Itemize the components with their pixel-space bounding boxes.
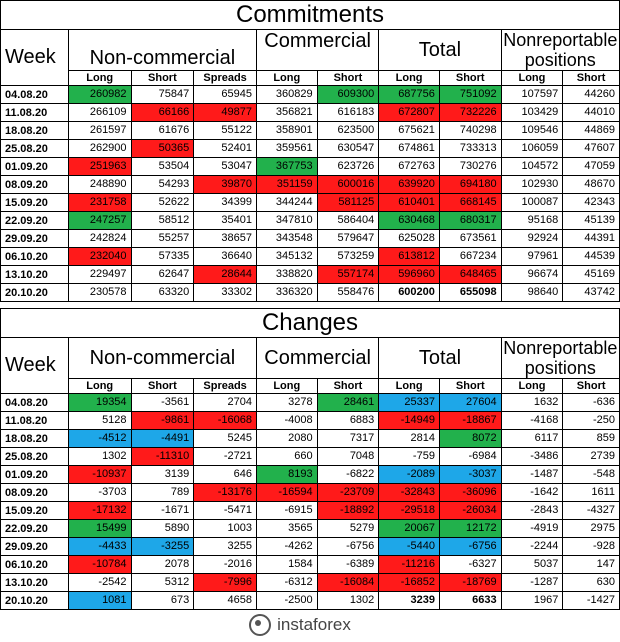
value-cell: 100087 xyxy=(501,194,563,212)
table-row xyxy=(1,592,620,610)
value-cell: -2721 xyxy=(194,448,257,466)
value-cell: -5440 xyxy=(379,538,440,556)
value-cell: 648465 xyxy=(439,266,501,284)
value-cell: 44539 xyxy=(563,248,620,266)
value-cell: 6117 xyxy=(501,430,563,448)
value-cell: -13176 xyxy=(194,484,257,502)
week-header: Week xyxy=(1,338,69,394)
value-cell: -16068 xyxy=(194,412,257,430)
table-row xyxy=(1,466,620,484)
value-cell: 6883 xyxy=(317,412,379,430)
group-noncommercial: Non-commercial xyxy=(68,338,256,379)
value-cell: 38657 xyxy=(194,230,257,248)
value-cell: 2814 xyxy=(379,430,440,448)
value-cell: 732226 xyxy=(439,104,501,122)
value-cell: 96674 xyxy=(501,266,563,284)
week-cell: 15.09.20 xyxy=(1,502,69,520)
value-cell: -4327 xyxy=(563,502,620,520)
value-cell: 616183 xyxy=(317,104,379,122)
value-cell: -4262 xyxy=(256,538,317,556)
group-noncommercial: Non-commercial xyxy=(68,30,256,71)
value-cell: 733313 xyxy=(439,140,501,158)
value-cell: 45169 xyxy=(563,266,620,284)
value-cell: 600200 xyxy=(379,284,440,302)
value-cell: 147 xyxy=(563,556,620,574)
value-cell: -4433 xyxy=(68,538,131,556)
value-cell: 5037 xyxy=(501,556,563,574)
table-row xyxy=(1,194,620,212)
column-header: Long xyxy=(379,71,440,86)
value-cell: 43742 xyxy=(563,284,620,302)
week-cell: 11.08.20 xyxy=(1,104,69,122)
value-cell: 266109 xyxy=(68,104,131,122)
value-cell: 1003 xyxy=(194,520,257,538)
value-cell: -18892 xyxy=(317,502,379,520)
value-cell: -36096 xyxy=(439,484,501,502)
value-cell: -17132 xyxy=(68,502,131,520)
value-cell: 45139 xyxy=(563,212,620,230)
value-cell: -6756 xyxy=(439,538,501,556)
value-cell: -250 xyxy=(563,412,620,430)
value-cell: 8072 xyxy=(439,430,501,448)
changes-table xyxy=(0,308,620,610)
value-cell: -10784 xyxy=(68,556,131,574)
value-cell: 356821 xyxy=(256,104,317,122)
value-cell: 33302 xyxy=(194,284,257,302)
commitments-table xyxy=(0,0,620,302)
value-cell: -3703 xyxy=(68,484,131,502)
value-cell: 55257 xyxy=(131,230,194,248)
value-cell: -6822 xyxy=(317,466,379,484)
table-row xyxy=(1,158,620,176)
value-cell: 655098 xyxy=(439,284,501,302)
value-cell: 6633 xyxy=(439,592,501,610)
value-cell: 44010 xyxy=(563,104,620,122)
value-cell: 687756 xyxy=(379,86,440,104)
value-cell: 75847 xyxy=(131,86,194,104)
value-cell: -26034 xyxy=(439,502,501,520)
week-cell: 06.10.20 xyxy=(1,556,69,574)
value-cell: 730276 xyxy=(439,158,501,176)
value-cell: 12172 xyxy=(439,520,501,538)
week-cell: 18.08.20 xyxy=(1,430,69,448)
value-cell: 345132 xyxy=(256,248,317,266)
value-cell: 630547 xyxy=(317,140,379,158)
value-cell: 358901 xyxy=(256,122,317,140)
value-cell: 242824 xyxy=(68,230,131,248)
value-cell: 680317 xyxy=(439,212,501,230)
week-cell: 20.10.20 xyxy=(1,284,69,302)
value-cell: 694180 xyxy=(439,176,501,194)
value-cell: 66166 xyxy=(131,104,194,122)
table-row xyxy=(1,502,620,520)
group-commercial: Commercial xyxy=(256,30,378,71)
table-row xyxy=(1,248,620,266)
group-nonreportable: Nonreportable positions xyxy=(501,30,619,71)
table-row xyxy=(1,122,620,140)
instaforex-logo-icon xyxy=(249,614,271,636)
value-cell: -548 xyxy=(563,466,620,484)
value-cell: 247257 xyxy=(68,212,131,230)
column-header: Long xyxy=(68,379,131,394)
value-cell: 109546 xyxy=(501,122,563,140)
value-cell: -759 xyxy=(379,448,440,466)
week-cell: 01.09.20 xyxy=(1,466,69,484)
value-cell: 740298 xyxy=(439,122,501,140)
value-cell: 97961 xyxy=(501,248,563,266)
value-cell: 751092 xyxy=(439,86,501,104)
value-cell: -4491 xyxy=(131,430,194,448)
value-cell: 2080 xyxy=(256,430,317,448)
table-row xyxy=(1,212,620,230)
value-cell: 623726 xyxy=(317,158,379,176)
table-row xyxy=(1,538,620,556)
value-cell: -6389 xyxy=(317,556,379,574)
value-cell: 260982 xyxy=(68,86,131,104)
value-cell: -2843 xyxy=(501,502,563,520)
value-cell: -2244 xyxy=(501,538,563,556)
value-cell: 674861 xyxy=(379,140,440,158)
value-cell: 230578 xyxy=(68,284,131,302)
value-cell: 19354 xyxy=(68,394,131,412)
group-total: Total xyxy=(379,338,501,379)
value-cell: 5890 xyxy=(131,520,194,538)
value-cell: -23709 xyxy=(317,484,379,502)
table-row xyxy=(1,412,620,430)
changes-title: Changes xyxy=(1,309,620,338)
column-header: Short xyxy=(317,379,379,394)
value-cell: -6312 xyxy=(256,574,317,592)
value-cell: 613812 xyxy=(379,248,440,266)
value-cell: 62647 xyxy=(131,266,194,284)
value-cell: 48670 xyxy=(563,176,620,194)
value-cell: 610401 xyxy=(379,194,440,212)
week-cell: 13.10.20 xyxy=(1,266,69,284)
table-row xyxy=(1,520,620,538)
value-cell: 5128 xyxy=(68,412,131,430)
value-cell: 1584 xyxy=(256,556,317,574)
value-cell: 36640 xyxy=(194,248,257,266)
table-row xyxy=(1,574,620,592)
group-total: Total xyxy=(379,30,501,71)
value-cell: 660 xyxy=(256,448,317,466)
value-cell: 261597 xyxy=(68,122,131,140)
value-cell: 7317 xyxy=(317,430,379,448)
table-row xyxy=(1,86,620,104)
value-cell: -1287 xyxy=(501,574,563,592)
value-cell: -928 xyxy=(563,538,620,556)
value-cell: -6984 xyxy=(439,448,501,466)
value-cell: -16594 xyxy=(256,484,317,502)
value-cell: -10937 xyxy=(68,466,131,484)
week-cell: 11.08.20 xyxy=(1,412,69,430)
value-cell: 55122 xyxy=(194,122,257,140)
value-cell: 672763 xyxy=(379,158,440,176)
value-cell: 44260 xyxy=(563,86,620,104)
value-cell: 581125 xyxy=(317,194,379,212)
value-cell: 2739 xyxy=(563,448,620,466)
value-cell: 672807 xyxy=(379,104,440,122)
table-row xyxy=(1,140,620,158)
value-cell: 347810 xyxy=(256,212,317,230)
watermark xyxy=(220,610,380,640)
week-cell: 04.08.20 xyxy=(1,86,69,104)
value-cell: 102930 xyxy=(501,176,563,194)
table-row xyxy=(1,394,620,412)
value-cell: 2704 xyxy=(194,394,257,412)
value-cell: -1487 xyxy=(501,466,563,484)
value-cell: -2542 xyxy=(68,574,131,592)
table-row xyxy=(1,176,620,194)
column-header: Long xyxy=(256,71,317,86)
value-cell: 229497 xyxy=(68,266,131,284)
value-cell: 1967 xyxy=(501,592,563,610)
value-cell: 5279 xyxy=(317,520,379,538)
value-cell: 668145 xyxy=(439,194,501,212)
value-cell: 1081 xyxy=(68,592,131,610)
value-cell: 5312 xyxy=(131,574,194,592)
value-cell: -11216 xyxy=(379,556,440,574)
value-cell: -4512 xyxy=(68,430,131,448)
value-cell: -2016 xyxy=(194,556,257,574)
week-cell: 29.09.20 xyxy=(1,538,69,556)
value-cell: 600016 xyxy=(317,176,379,194)
group-nonreportable: Nonreportable positions xyxy=(501,338,619,379)
value-cell: -6756 xyxy=(317,538,379,556)
value-cell: 625028 xyxy=(379,230,440,248)
value-cell: 104572 xyxy=(501,158,563,176)
week-cell: 08.09.20 xyxy=(1,176,69,194)
value-cell: -6915 xyxy=(256,502,317,520)
value-cell: 47607 xyxy=(563,140,620,158)
value-cell: 54293 xyxy=(131,176,194,194)
value-cell: 28644 xyxy=(194,266,257,284)
table-row xyxy=(1,230,620,248)
value-cell: 44391 xyxy=(563,230,620,248)
commitments-title: Commitments xyxy=(1,1,620,30)
value-cell: 623500 xyxy=(317,122,379,140)
column-header: Short xyxy=(563,379,620,394)
column-header: Short xyxy=(131,379,194,394)
table-row xyxy=(1,556,620,574)
value-cell: 3565 xyxy=(256,520,317,538)
value-cell: 3139 xyxy=(131,466,194,484)
value-cell: -16084 xyxy=(317,574,379,592)
column-header: Short xyxy=(131,71,194,86)
value-cell: 103429 xyxy=(501,104,563,122)
value-cell: -32843 xyxy=(379,484,440,502)
column-header: Short xyxy=(317,71,379,86)
value-cell: 5245 xyxy=(194,430,257,448)
week-cell: 20.10.20 xyxy=(1,592,69,610)
value-cell: 1632 xyxy=(501,394,563,412)
week-cell: 22.09.20 xyxy=(1,212,69,230)
value-cell: 44869 xyxy=(563,122,620,140)
value-cell: 558476 xyxy=(317,284,379,302)
week-cell: 18.08.20 xyxy=(1,122,69,140)
value-cell: 106059 xyxy=(501,140,563,158)
value-cell: -2500 xyxy=(256,592,317,610)
value-cell: 42343 xyxy=(563,194,620,212)
value-cell: 107597 xyxy=(501,86,563,104)
week-header: Week xyxy=(1,30,69,86)
week-cell: 25.08.20 xyxy=(1,448,69,466)
value-cell: 61676 xyxy=(131,122,194,140)
column-header: Long xyxy=(501,379,563,394)
value-cell: -4168 xyxy=(501,412,563,430)
value-cell: -3486 xyxy=(501,448,563,466)
value-cell: -1642 xyxy=(501,484,563,502)
value-cell: 262900 xyxy=(68,140,131,158)
value-cell: 609300 xyxy=(317,86,379,104)
value-cell: 52622 xyxy=(131,194,194,212)
value-cell: 2975 xyxy=(563,520,620,538)
value-cell: -18769 xyxy=(439,574,501,592)
value-cell: 28461 xyxy=(317,394,379,412)
value-cell: 251963 xyxy=(68,158,131,176)
table-row xyxy=(1,430,620,448)
value-cell: 95168 xyxy=(501,212,563,230)
value-cell: -3561 xyxy=(131,394,194,412)
value-cell: 1302 xyxy=(317,592,379,610)
column-header: Spreads xyxy=(194,71,257,86)
value-cell: 630 xyxy=(563,574,620,592)
week-cell: 15.09.20 xyxy=(1,194,69,212)
week-cell: 06.10.20 xyxy=(1,248,69,266)
value-cell: 1611 xyxy=(563,484,620,502)
value-cell: 50365 xyxy=(131,140,194,158)
week-cell: 01.09.20 xyxy=(1,158,69,176)
value-cell: 35401 xyxy=(194,212,257,230)
value-cell: 92924 xyxy=(501,230,563,248)
column-header: Short xyxy=(439,71,501,86)
value-cell: 34399 xyxy=(194,194,257,212)
column-header: Spreads xyxy=(194,379,257,394)
value-cell: -1427 xyxy=(563,592,620,610)
table-row xyxy=(1,104,620,122)
value-cell: 57335 xyxy=(131,248,194,266)
value-cell: 359561 xyxy=(256,140,317,158)
value-cell: 7048 xyxy=(317,448,379,466)
value-cell: 338820 xyxy=(256,266,317,284)
value-cell: 53047 xyxy=(194,158,257,176)
value-cell: 53504 xyxy=(131,158,194,176)
column-header: Long xyxy=(68,71,131,86)
value-cell: 1302 xyxy=(68,448,131,466)
value-cell: 630468 xyxy=(379,212,440,230)
value-cell: 47059 xyxy=(563,158,620,176)
group-commercial: Commercial xyxy=(256,338,378,379)
value-cell: 65945 xyxy=(194,86,257,104)
value-cell: 20067 xyxy=(379,520,440,538)
column-header: Long xyxy=(256,379,317,394)
value-cell: 673 xyxy=(131,592,194,610)
value-cell: 232040 xyxy=(68,248,131,266)
value-cell: 8193 xyxy=(256,466,317,484)
value-cell: -18867 xyxy=(439,412,501,430)
value-cell: 98640 xyxy=(501,284,563,302)
week-cell: 08.09.20 xyxy=(1,484,69,502)
week-cell: 22.09.20 xyxy=(1,520,69,538)
value-cell: 58512 xyxy=(131,212,194,230)
value-cell: -3037 xyxy=(439,466,501,484)
value-cell: 343548 xyxy=(256,230,317,248)
value-cell: 859 xyxy=(563,430,620,448)
value-cell: -4919 xyxy=(501,520,563,538)
value-cell: 248890 xyxy=(68,176,131,194)
value-cell: 673561 xyxy=(439,230,501,248)
value-cell: 596960 xyxy=(379,266,440,284)
value-cell: 344244 xyxy=(256,194,317,212)
value-cell: -9861 xyxy=(131,412,194,430)
value-cell: 15499 xyxy=(68,520,131,538)
column-header: Long xyxy=(379,379,440,394)
value-cell: 557174 xyxy=(317,266,379,284)
value-cell: 667234 xyxy=(439,248,501,266)
value-cell: 586404 xyxy=(317,212,379,230)
value-cell: -1671 xyxy=(131,502,194,520)
value-cell: -16852 xyxy=(379,574,440,592)
watermark-text: instaforex xyxy=(277,615,351,634)
value-cell: 579647 xyxy=(317,230,379,248)
value-cell: 639920 xyxy=(379,176,440,194)
value-cell: -4008 xyxy=(256,412,317,430)
value-cell: 3255 xyxy=(194,538,257,556)
value-cell: 336320 xyxy=(256,284,317,302)
value-cell: 573259 xyxy=(317,248,379,266)
value-cell: 2078 xyxy=(131,556,194,574)
table-row xyxy=(1,284,620,302)
week-cell: 13.10.20 xyxy=(1,574,69,592)
value-cell: 63320 xyxy=(131,284,194,302)
column-header: Short xyxy=(563,71,620,86)
week-cell: 25.08.20 xyxy=(1,140,69,158)
value-cell: 39870 xyxy=(194,176,257,194)
value-cell: 3278 xyxy=(256,394,317,412)
column-header: Long xyxy=(501,71,563,86)
value-cell: 3239 xyxy=(379,592,440,610)
table-row xyxy=(1,484,620,502)
value-cell: 52401 xyxy=(194,140,257,158)
value-cell: 4658 xyxy=(194,592,257,610)
value-cell: -11310 xyxy=(131,448,194,466)
value-cell: -2089 xyxy=(379,466,440,484)
value-cell: -3255 xyxy=(131,538,194,556)
week-cell: 04.08.20 xyxy=(1,394,69,412)
value-cell: -29518 xyxy=(379,502,440,520)
value-cell: 27604 xyxy=(439,394,501,412)
week-cell: 29.09.20 xyxy=(1,230,69,248)
value-cell: -7996 xyxy=(194,574,257,592)
value-cell: 675621 xyxy=(379,122,440,140)
column-header: Short xyxy=(439,379,501,394)
value-cell: 789 xyxy=(131,484,194,502)
value-cell: -6327 xyxy=(439,556,501,574)
value-cell: -636 xyxy=(563,394,620,412)
value-cell: 646 xyxy=(194,466,257,484)
value-cell: 231758 xyxy=(68,194,131,212)
value-cell: 351159 xyxy=(256,176,317,194)
value-cell: -14949 xyxy=(379,412,440,430)
value-cell: 367753 xyxy=(256,158,317,176)
value-cell: -5471 xyxy=(194,502,257,520)
table-row xyxy=(1,266,620,284)
value-cell: 49877 xyxy=(194,104,257,122)
value-cell: 360829 xyxy=(256,86,317,104)
table-row xyxy=(1,448,620,466)
value-cell: 25337 xyxy=(379,394,440,412)
